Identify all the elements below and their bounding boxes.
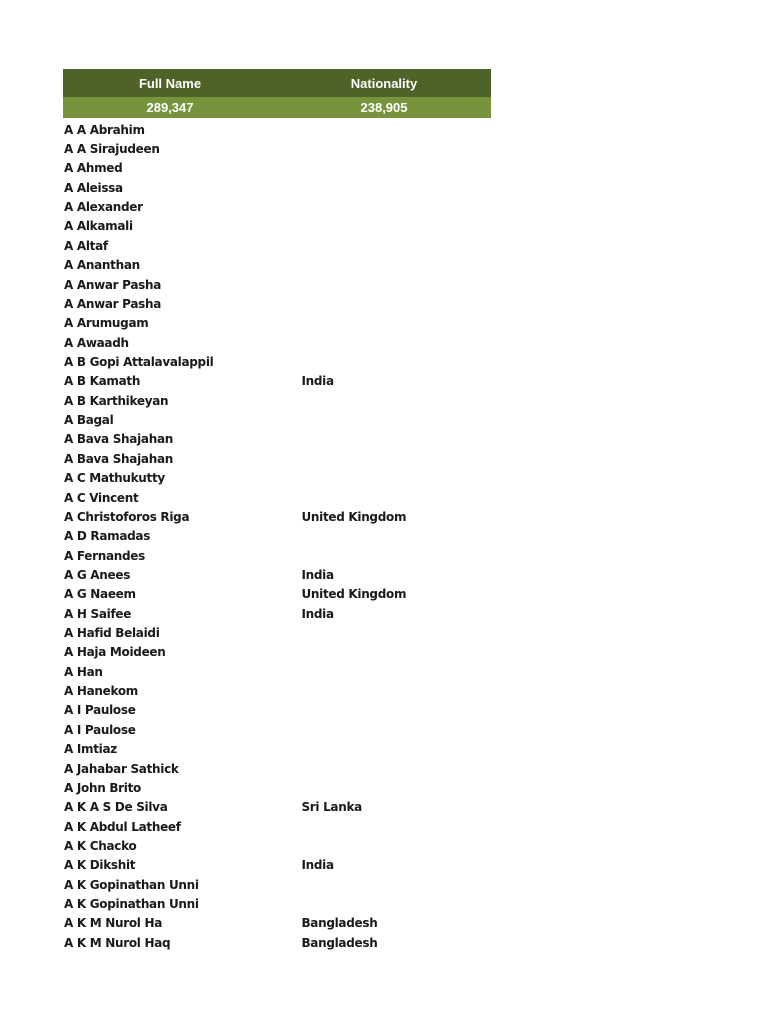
nationality-cell: Sri Lanka <box>301 800 362 815</box>
full-name-cell: A Anwar Pasha <box>64 277 162 292</box>
full-name-cell: A Bava Shajahan <box>64 451 173 466</box>
nationality-cell: United Kingdom <box>301 509 407 524</box>
full-name-count: 289,347 <box>146 100 194 115</box>
full-name-cell: A B Karthikeyan <box>64 393 169 408</box>
table-row[interactable] <box>63 430 491 449</box>
table-row[interactable] <box>63 604 491 623</box>
table-row[interactable] <box>63 217 491 236</box>
full-name-cell: A K Abdul Latheef <box>64 819 181 834</box>
table-row[interactable] <box>63 565 491 584</box>
table-row[interactable] <box>63 662 491 681</box>
table-row[interactable] <box>63 449 491 468</box>
table-row[interactable] <box>63 333 491 352</box>
full-name-cell: A B Gopi Attalavalappil <box>64 354 214 369</box>
table-row[interactable] <box>63 391 491 410</box>
table-row[interactable] <box>63 546 491 565</box>
header-row <box>63 69 491 97</box>
full-name-cell: A Alkamali <box>64 219 133 234</box>
table-row[interactable] <box>63 740 491 759</box>
table-row[interactable] <box>63 294 491 313</box>
table-row[interactable] <box>63 275 491 294</box>
table-row[interactable] <box>63 488 491 507</box>
full-name-cell: A Ananthan <box>64 258 140 273</box>
table-row[interactable] <box>63 314 491 333</box>
full-name-cell: A Awaadh <box>64 335 129 350</box>
table-row[interactable] <box>63 914 491 933</box>
full-name-cell: A Anwar Pasha <box>64 296 162 311</box>
table-row[interactable] <box>63 681 491 700</box>
full-name-cell: A Bagal <box>64 413 114 428</box>
full-name-cell: A Haja Moideen <box>64 645 166 660</box>
table-row[interactable] <box>63 256 491 275</box>
full-name-cell: A Jahabar Sathick <box>64 761 179 776</box>
full-name-cell: A Christoforos Riga <box>64 509 190 524</box>
nationality-cell: Bangladesh <box>301 935 378 950</box>
table-row[interactable] <box>63 623 491 642</box>
full-name-cell: A Hanekom <box>64 684 138 699</box>
full-name-cell: A Imtiaz <box>64 742 117 757</box>
full-name-cell: A Han <box>64 664 103 679</box>
table-row[interactable] <box>63 836 491 855</box>
full-name-cell: A Ahmed <box>64 161 123 176</box>
full-name-cell: A Bava Shajahan <box>64 432 173 447</box>
nationality-cell: India <box>301 606 334 621</box>
full-name-header[interactable]: Full Name <box>138 75 202 91</box>
full-name-cell: A Alexander <box>64 200 143 215</box>
table-row[interactable] <box>63 759 491 778</box>
full-name-cell: A K A S De Silva <box>64 800 168 815</box>
table-row[interactable] <box>63 817 491 836</box>
full-name-cell: A Hafid Belaidi <box>64 626 160 641</box>
nationality-cell: India <box>301 567 334 582</box>
table-row[interactable] <box>63 197 491 216</box>
table-row[interactable] <box>63 139 491 158</box>
full-name-cell: A K Gopinathan Unni <box>64 877 199 892</box>
table-row[interactable] <box>63 527 491 546</box>
table-row[interactable] <box>63 178 491 197</box>
nationality-header[interactable]: Nationality <box>350 75 418 91</box>
table-row[interactable] <box>63 643 491 662</box>
table-row[interactable] <box>63 372 491 391</box>
nationality-count: 238,905 <box>360 100 408 115</box>
table-row[interactable] <box>63 875 491 894</box>
table-row[interactable] <box>63 236 491 255</box>
table-row[interactable] <box>63 856 491 875</box>
full-name-cell: A H Saifee <box>64 606 132 621</box>
count-row <box>63 97 491 118</box>
full-name-cell: A A Abrahim <box>64 122 145 137</box>
full-name-cell: A K Gopinathan Unni <box>64 897 199 912</box>
full-name-cell: A G Naeem <box>64 587 136 602</box>
table-row[interactable] <box>63 778 491 797</box>
full-name-cell: A Fernandes <box>64 548 145 563</box>
full-name-cell: A B Kamath <box>64 374 141 389</box>
spreadsheet <box>63 69 491 952</box>
table-row[interactable] <box>63 701 491 720</box>
full-name-cell: A I Paulose <box>64 722 136 737</box>
full-name-cell: A K M Nurol Ha <box>64 916 163 931</box>
table-row[interactable] <box>63 507 491 526</box>
data-rows <box>63 120 491 952</box>
full-name-cell: A C Vincent <box>64 490 139 505</box>
full-name-cell: A I Paulose <box>64 703 136 718</box>
table-row[interactable] <box>63 933 491 952</box>
full-name-cell: A John Brito <box>64 780 141 795</box>
nationality-cell: India <box>301 858 334 873</box>
table-row[interactable] <box>63 410 491 429</box>
nationality-cell: United Kingdom <box>301 587 407 602</box>
table-row[interactable] <box>63 159 491 178</box>
full-name-cell: A K Chacko <box>64 838 137 853</box>
full-name-cell: A Aleissa <box>64 180 123 195</box>
full-name-cell: A K Dikshit <box>64 858 136 873</box>
nationality-cell: Bangladesh <box>301 916 378 931</box>
full-name-cell: A Altaf <box>64 238 108 253</box>
table-row[interactable] <box>63 352 491 371</box>
table-row[interactable] <box>63 798 491 817</box>
full-name-cell: A D Ramadas <box>64 529 151 544</box>
full-name-cell: A G Anees <box>64 567 131 582</box>
full-name-cell: A C Mathukutty <box>64 471 165 486</box>
table-row[interactable] <box>63 585 491 604</box>
table-row[interactable] <box>63 468 491 487</box>
table-row[interactable] <box>63 894 491 913</box>
nationality-cell: India <box>301 374 334 389</box>
full-name-cell: A K M Nurol Haq <box>64 935 171 950</box>
full-name-cell: A A Sirajudeen <box>64 142 160 157</box>
full-name-cell: A Arumugam <box>64 316 149 331</box>
table-row[interactable] <box>63 120 491 139</box>
table-row[interactable] <box>63 720 491 739</box>
